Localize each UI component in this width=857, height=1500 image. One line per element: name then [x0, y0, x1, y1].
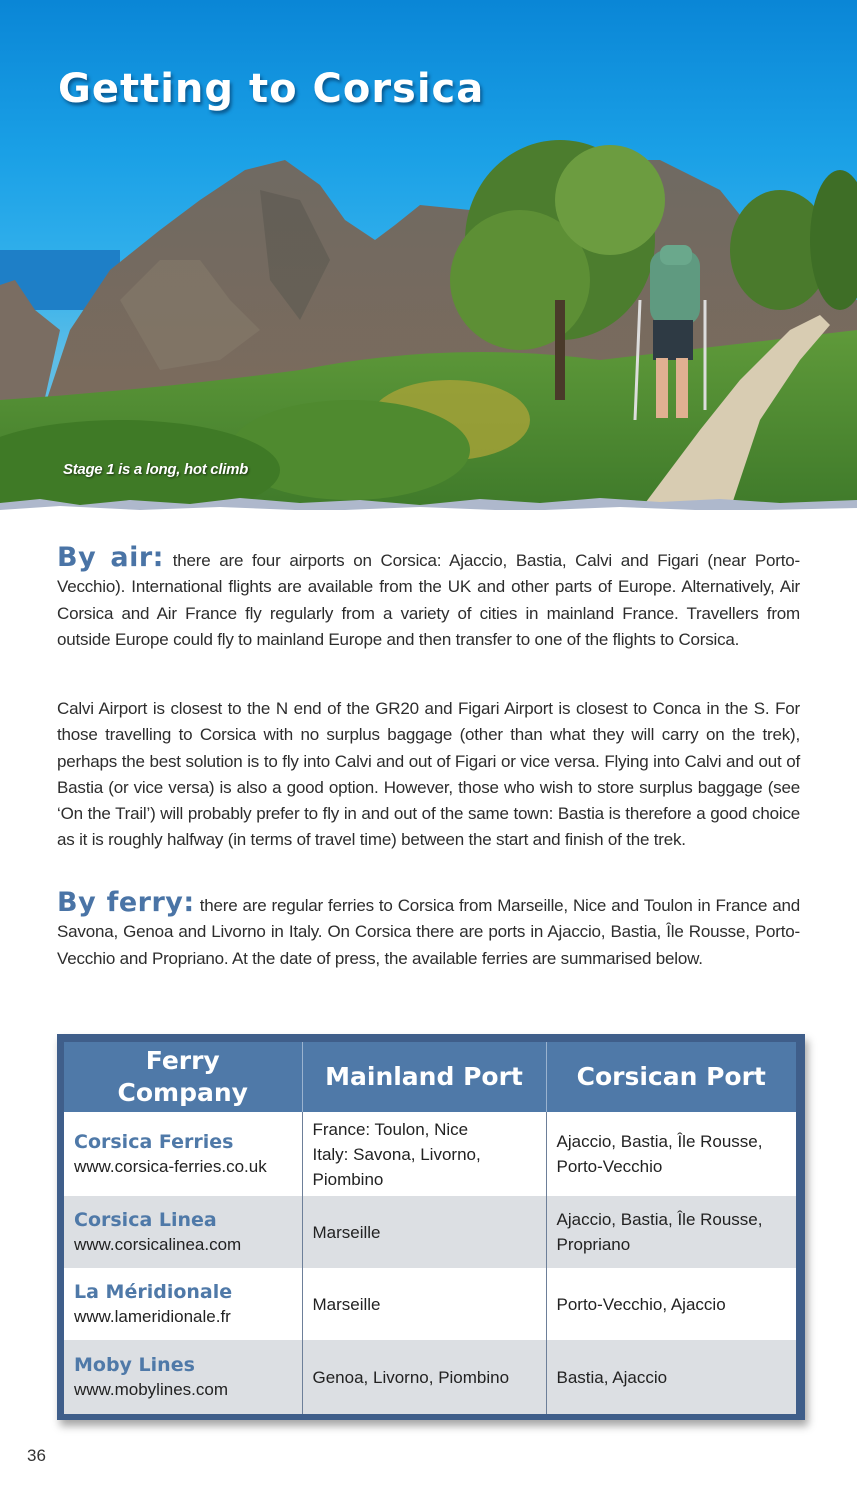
- section-by-ferry: [57, 887, 801, 972]
- air-paragraph-1: there are four airports on Corsica: Ajaccio, Bastia, Calvi and Figari (near Porto-Vecchio). International flights are available from the UK and other parts of Europe. Alternatively, Air Corsica and Air France fly regularly from a variety of cities in mainland France. Travellers from outside Europe could fly to mainland Europe and then transfer to one of the flights to Corsica.: [57, 551, 800, 649]
- company-url[interactable]: www.corsica-ferries.co.uk: [74, 1157, 267, 1176]
- hero-photo: [0, 0, 857, 510]
- table-row: [64, 1340, 796, 1414]
- table-row: [64, 1112, 796, 1196]
- header-mainland-port: Mainland Port: [302, 1042, 546, 1112]
- mainland-port-cell: Genoa, Livorno, Piombino: [302, 1340, 546, 1414]
- company-cell: [64, 1340, 302, 1414]
- section-lead-air: By air:: [57, 542, 164, 573]
- company-cell: [64, 1268, 302, 1340]
- corsican-port-cell: Ajaccio, Bastia, Île Rousse, Porto-Vecchio: [546, 1112, 796, 1196]
- corsican-port-cell: Ajaccio, Bastia, Île Rousse, Propriano: [546, 1196, 796, 1268]
- header-ferry-company: Ferry Company: [64, 1042, 302, 1112]
- section-lead-ferry: By ferry:: [57, 887, 195, 918]
- company-url[interactable]: www.corsicalinea.com: [74, 1235, 242, 1254]
- corsican-port-cell: Bastia, Ajaccio: [546, 1340, 796, 1414]
- company-name: Moby Lines: [74, 1354, 195, 1376]
- company-name: Corsica Ferries: [74, 1131, 234, 1153]
- table-header-row: [64, 1042, 796, 1112]
- company-cell: [64, 1196, 302, 1268]
- page-number: 36: [27, 1446, 46, 1465]
- company-cell: [64, 1112, 302, 1196]
- ferry-table-frame: [57, 1034, 805, 1420]
- mainland-port-cell: France: Toulon, Nice Italy: Savona, Livorno, Piombino: [302, 1112, 546, 1196]
- table-row: [64, 1268, 796, 1340]
- mainland-port-cell: Marseille: [302, 1268, 546, 1340]
- page-title: Getting to Corsica: [58, 66, 485, 112]
- table-row: [64, 1196, 796, 1268]
- section-by-air: [57, 542, 800, 653]
- corsican-port-cell: Porto-Vecchio, Ajaccio: [546, 1268, 796, 1340]
- ferry-table: [64, 1042, 796, 1414]
- torn-edge-fill: [0, 510, 857, 516]
- company-name: La Méridionale: [74, 1281, 233, 1303]
- company-url[interactable]: www.lameridionale.fr: [74, 1307, 231, 1326]
- company-name: Corsica Linea: [74, 1209, 217, 1231]
- company-url[interactable]: www.mobylines.com: [74, 1380, 228, 1399]
- mainland-port-cell: Marseille: [302, 1196, 546, 1268]
- header-corsican-port: Corsican Port: [546, 1042, 796, 1112]
- ferry-paragraph: there are regular ferries to Corsica from Marseille, Nice and Toulon in France and Savona, Genoa and Livorno in Italy. On Corsica there are ports in Ajaccio, Bastia, Île Rousse, Porto-Vecchio and Propriano. At the date of press, the available ferries are summarised below.: [57, 896, 801, 968]
- section-air-details: [57, 696, 800, 854]
- air-paragraph-2: Calvi Airport is closest to the N end of the GR20 and Figari Airport is closest to Conca in the S. For those travelling to Corsica with no surplus baggage (other than what they will carry on the trek), perhaps the best solution is to fly into Calvi and out of Figari or vice versa. Flying into Calvi and out of Bastia (or vice versa) is also a good option. However, those who wish to store surplus baggage (see ‘On the Trail’) will probably prefer to fly in and out of the same town: Bastia is therefore a good choice as it is roughly halfway (in terms of travel time) between the start and finish of the trek.: [57, 699, 800, 850]
- photo-caption: Stage 1 is a long, hot climb: [63, 461, 248, 478]
